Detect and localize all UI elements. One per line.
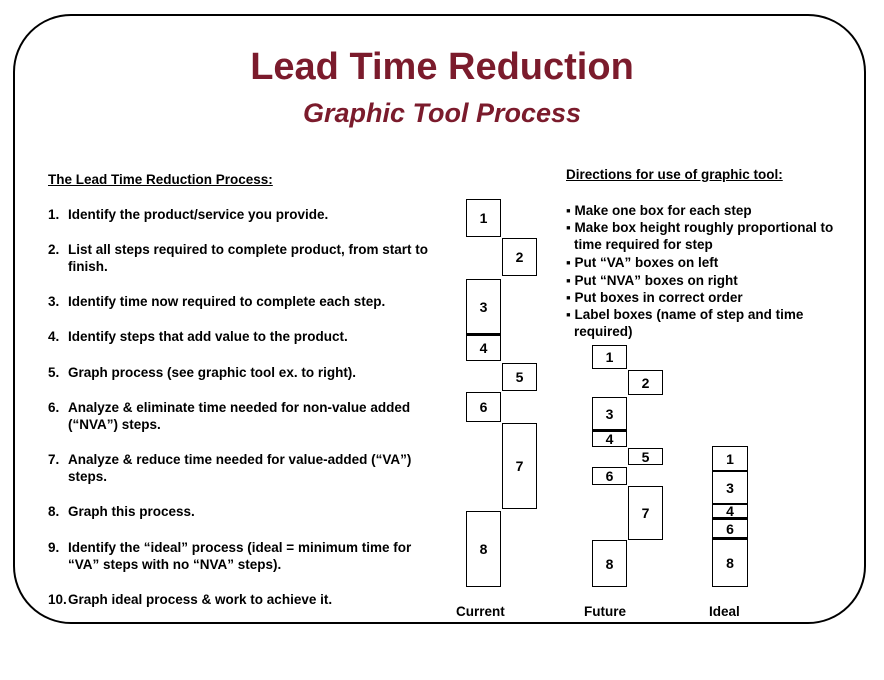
direction-item: ▪ Label boxes (name of step and time required) xyxy=(566,307,804,339)
direction-item: ▪ Make one box for each step xyxy=(566,203,752,218)
process-step: 3. Identify time now required to complete each step. xyxy=(48,294,386,309)
page-title: Lead Time Reduction xyxy=(250,46,634,88)
process-step: 10.Graph ideal process & work to achieve it. xyxy=(48,592,333,607)
future-step-box: 7 xyxy=(628,486,663,540)
process-step: 4. Identify steps that add value to the product. xyxy=(48,329,348,344)
direction-item: ▪ Put boxes in correct order xyxy=(566,290,743,305)
current-step-box: 3 xyxy=(466,279,501,335)
future-step-box: 3 xyxy=(592,397,627,431)
future-step-box: 6 xyxy=(592,467,627,485)
ideal-step-box: 3 xyxy=(712,471,748,504)
current-step-box: 2 xyxy=(502,238,537,276)
current-step-box: 7 xyxy=(502,423,537,509)
future-step-box: 5 xyxy=(628,448,663,465)
process-step: 9. Identify the “ideal” process (ideal = minimum time for “VA” steps with no “NVA” steps). xyxy=(48,540,412,572)
future-step-box: 4 xyxy=(592,431,627,447)
column-label-future: Future xyxy=(584,604,626,619)
process-step: 2. List all steps required to complete product, from start to finish. xyxy=(48,242,429,274)
process-step: 1. Identify the product/service you provide. xyxy=(48,207,329,222)
current-step-box: 4 xyxy=(466,335,501,361)
future-step-box: 2 xyxy=(628,370,663,395)
current-step-box: 6 xyxy=(466,392,501,422)
future-step-box: 1 xyxy=(592,345,627,369)
process-heading: The Lead Time Reduction Process: xyxy=(48,172,273,187)
process-step: 5. Graph process (see graphic tool ex. to right). xyxy=(48,365,357,380)
process-step: 7. Analyze & reduce time needed for value-added (“VA”) steps. xyxy=(48,452,412,484)
column-label-ideal: Ideal xyxy=(709,604,740,619)
direction-item: ▪ Make box height roughly proportional to time required for step xyxy=(566,220,834,252)
current-step-box: 1 xyxy=(466,199,501,237)
ideal-step-box: 6 xyxy=(712,519,748,539)
current-step-box: 8 xyxy=(466,511,501,587)
column-label-current: Current xyxy=(456,604,505,619)
process-step: 8. Graph this process. xyxy=(48,504,195,519)
future-step-box: 8 xyxy=(592,540,627,587)
directions-heading: Directions for use of graphic tool: xyxy=(566,167,783,182)
process-step: 6. Analyze & eliminate time needed for non-value added (“NVA”) steps. xyxy=(48,400,411,432)
current-step-box: 5 xyxy=(502,363,537,391)
ideal-step-box: 1 xyxy=(712,446,748,471)
ideal-step-box: 8 xyxy=(712,539,748,587)
direction-item: ▪ Put “NVA” boxes on right xyxy=(566,273,738,288)
ideal-step-box: 4 xyxy=(712,504,748,519)
page-subtitle: Graphic Tool Process xyxy=(302,98,582,128)
direction-item: ▪ Put “VA” boxes on left xyxy=(566,255,719,270)
